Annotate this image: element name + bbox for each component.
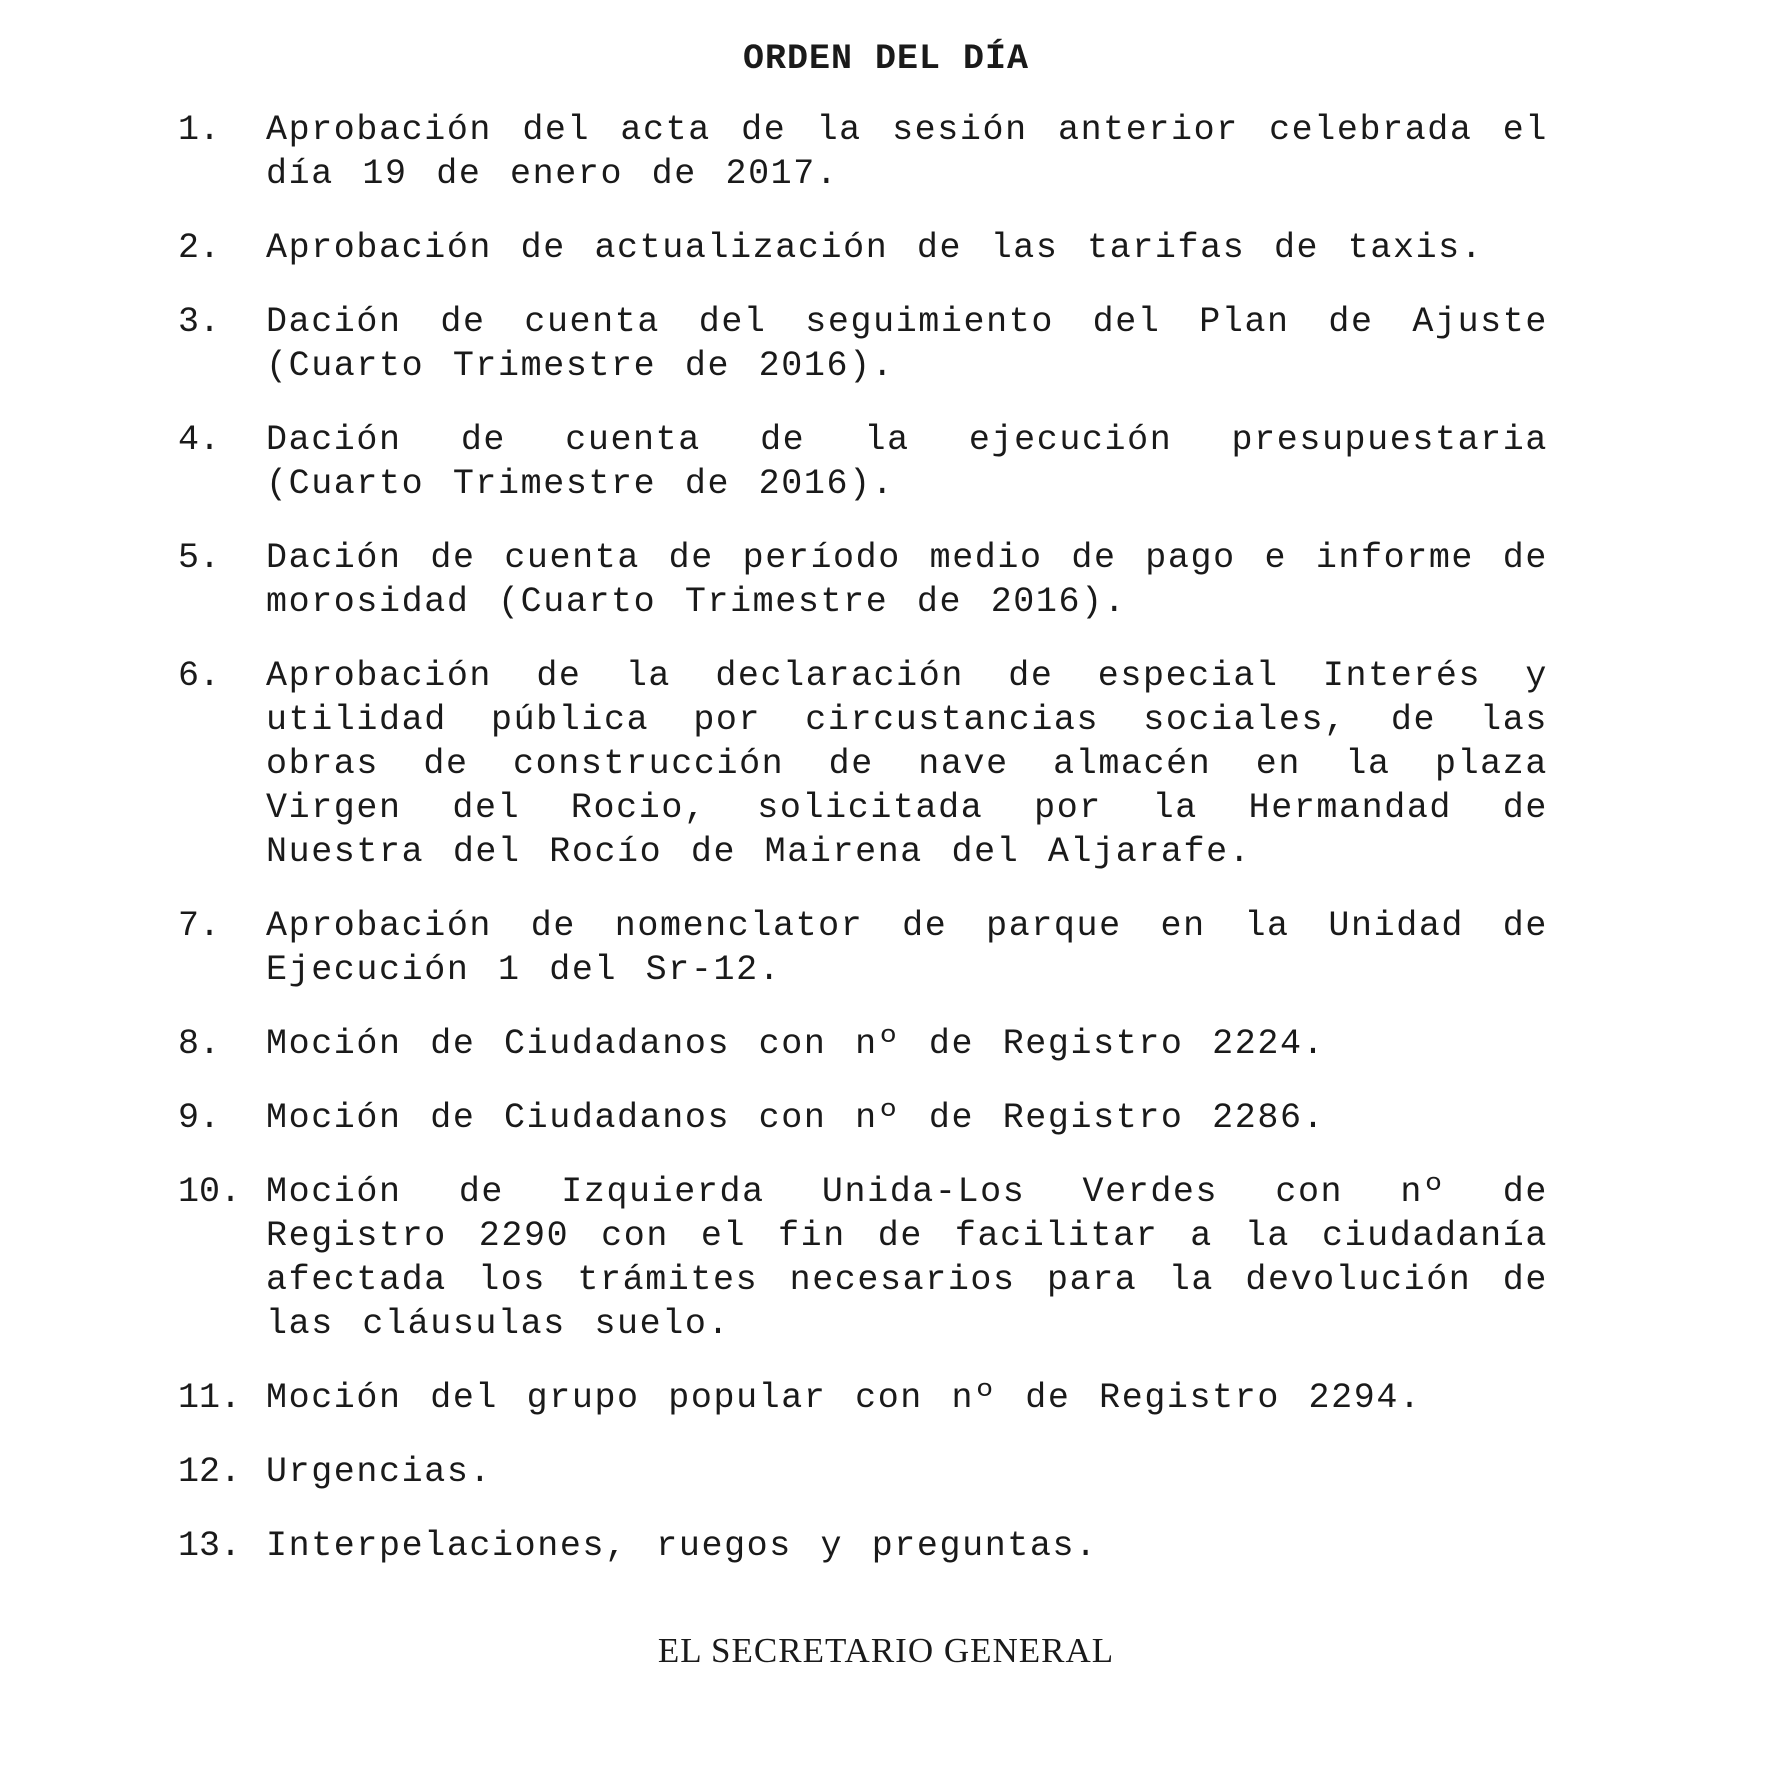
agenda-item bbox=[178, 226, 1548, 270]
item-number: 13. bbox=[178, 1526, 242, 1566]
item-number: 5. bbox=[178, 538, 221, 578]
agenda-item bbox=[178, 654, 1548, 874]
item-text: Urgencias. bbox=[266, 1452, 493, 1492]
agenda-item bbox=[178, 300, 1548, 388]
item-number: 6. bbox=[178, 656, 221, 696]
item-text: Dación de cuenta de la ejecución presupuestaria (Cuarto Trimestre de 2016). bbox=[266, 420, 1548, 504]
agenda-item bbox=[178, 904, 1548, 992]
item-text: Moción del grupo popular con nº de Registro 2294. bbox=[266, 1378, 1422, 1418]
item-text: Dación de cuenta de período medio de pago e informe de morosidad (Cuarto Trimestre de 2016). bbox=[266, 538, 1548, 622]
item-text: Aprobación del acta de la sesión anterior celebrada el día 19 de enero de 2017. bbox=[266, 110, 1548, 194]
agenda-item bbox=[178, 1450, 1548, 1494]
item-number: 2. bbox=[178, 228, 221, 268]
item-number: 8. bbox=[178, 1024, 221, 1064]
item-number: 10. bbox=[178, 1172, 242, 1212]
agenda-list bbox=[178, 108, 1548, 1598]
agenda-item bbox=[178, 1096, 1548, 1140]
item-text: Moción de Ciudadanos con nº de Registro 2286. bbox=[266, 1098, 1326, 1138]
item-number: 3. bbox=[178, 302, 221, 342]
agenda-item bbox=[178, 1170, 1548, 1346]
item-text: Aprobación de la declaración de especial Interés y utilidad pública por circustancias sociales, de las obras de construcción de nave almacén en la plaza Virgen del Rocio, solicitada por la Hermandad de Nuestra del Rocío de Mairena del Aljarafe. bbox=[266, 656, 1548, 872]
agenda-item bbox=[178, 1022, 1548, 1066]
agenda-item bbox=[178, 1524, 1548, 1568]
item-number: 4. bbox=[178, 420, 221, 460]
item-text: Interpelaciones, ruegos y preguntas. bbox=[266, 1526, 1098, 1566]
item-text: Dación de cuenta del seguimiento del Plan de Ajuste (Cuarto Trimestre de 2016). bbox=[266, 302, 1548, 386]
agenda-item bbox=[178, 1376, 1548, 1420]
item-text: Moción de Izquierda Unida-Los Verdes con nº de Registro 2290 con el fin de facilitar a la ciudadanía afectada los trámites necesarios para la devolución de las cláusulas suelo. bbox=[266, 1172, 1548, 1344]
item-text: Aprobación de actualización de las tarifas de taxis. bbox=[266, 228, 1484, 268]
item-number: 12. bbox=[178, 1452, 242, 1492]
signature-line: EL SECRETARIO GENERAL bbox=[657, 1631, 1115, 1670]
agenda-item bbox=[178, 108, 1548, 196]
document-title: ORDEN DEL DÍA bbox=[742, 39, 1030, 79]
item-number: 11. bbox=[178, 1378, 242, 1418]
item-number: 1. bbox=[178, 110, 221, 150]
agenda-item bbox=[178, 536, 1548, 624]
agenda-item bbox=[178, 418, 1548, 506]
item-number: 7. bbox=[178, 906, 221, 946]
item-number: 9. bbox=[178, 1098, 221, 1138]
item-text: Aprobación de nomenclator de parque en la Unidad de Ejecución 1 del Sr-12. bbox=[266, 906, 1548, 990]
item-text: Moción de Ciudadanos con nº de Registro 2224. bbox=[266, 1024, 1326, 1064]
